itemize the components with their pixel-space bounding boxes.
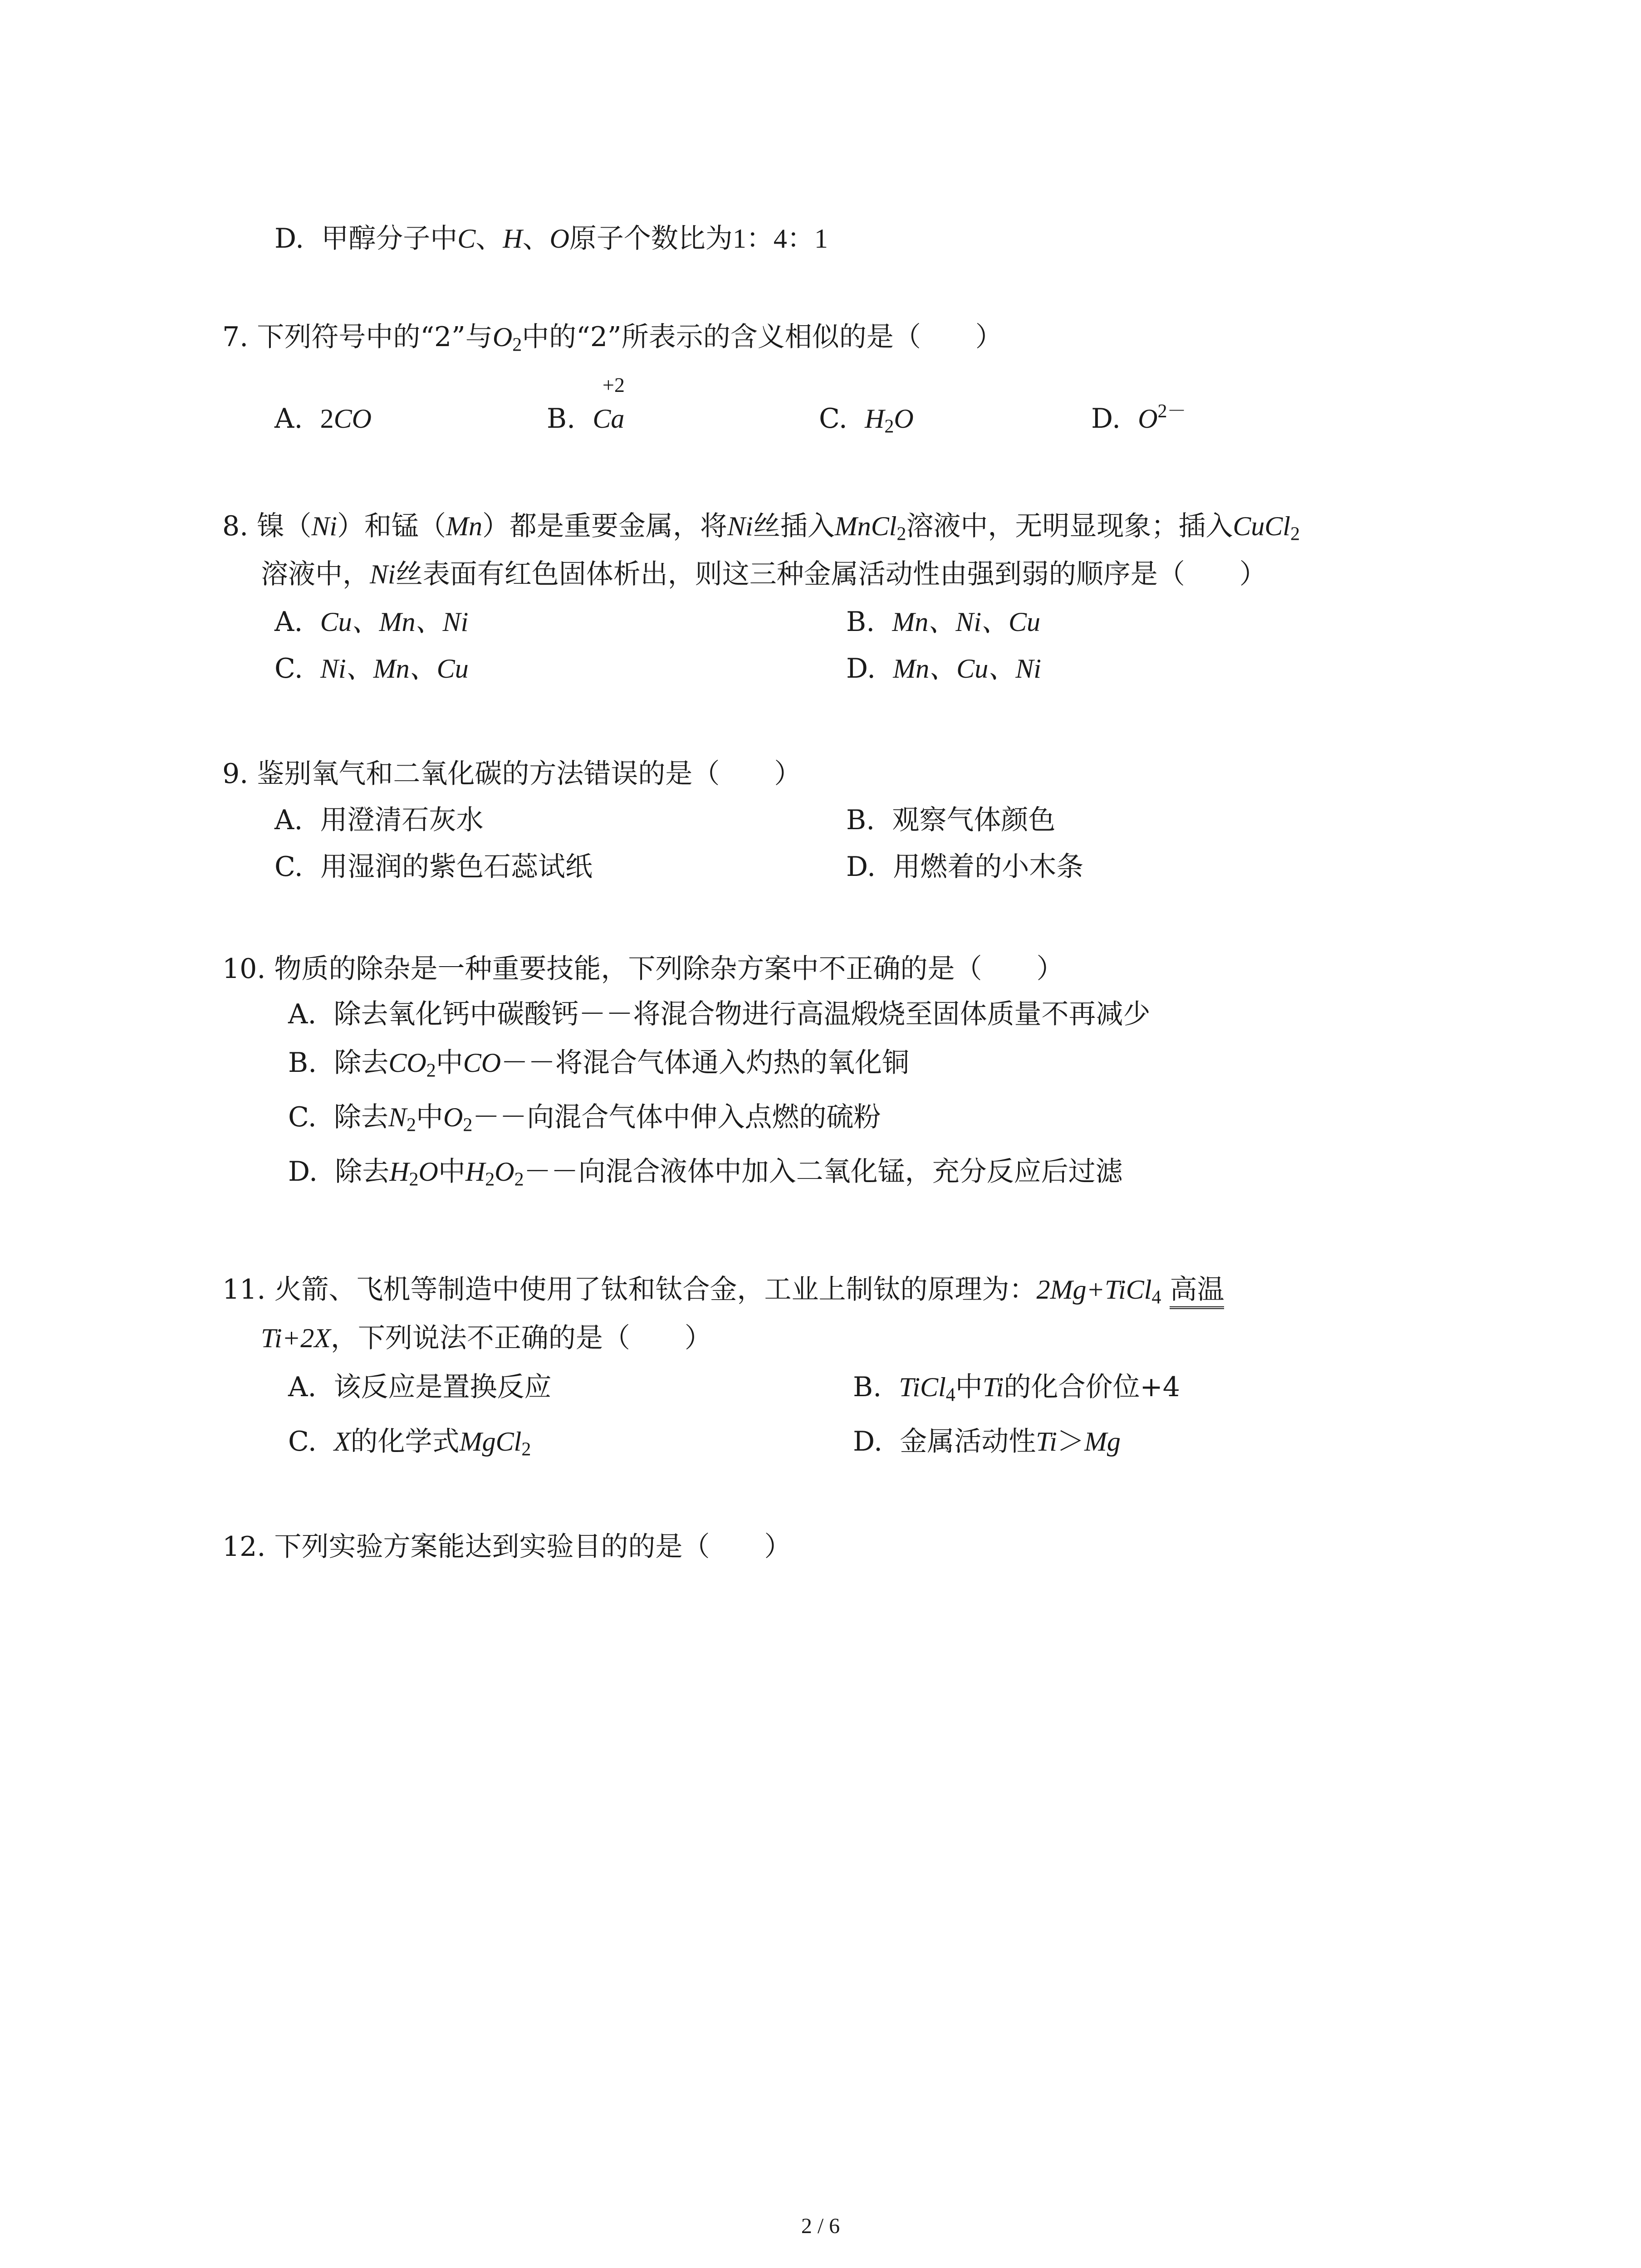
text: 8. 镍（ bbox=[222, 510, 312, 542]
text: 的化合价位+4 bbox=[1004, 1371, 1180, 1403]
subscript: 4 bbox=[1151, 1287, 1161, 1308]
option-text: Ni、Mn、Cu bbox=[320, 654, 469, 684]
option-text: 除去氧化钙中碳酸钙－－将混合物进行高温煅烧至固体质量不再减少 bbox=[333, 998, 1151, 1030]
option-text: Mn、Ni、Cu bbox=[892, 607, 1041, 637]
text: 、 bbox=[475, 223, 503, 254]
formula: H bbox=[465, 1157, 485, 1187]
option-text: Mn、Cu、Ni bbox=[893, 654, 1041, 684]
formula: CuCl bbox=[1233, 511, 1291, 541]
q7-option-b bbox=[547, 401, 624, 436]
q10-option-a bbox=[288, 997, 1151, 1031]
formula: C bbox=[457, 224, 476, 254]
q9-option-a bbox=[274, 803, 484, 837]
text: ）和锰（ bbox=[337, 510, 446, 542]
option-label: B. bbox=[846, 606, 875, 638]
option-label: D. bbox=[846, 851, 876, 883]
formula: Ca bbox=[593, 404, 625, 434]
ratio: 1：4：1 bbox=[732, 224, 828, 254]
subscript: 2 bbox=[512, 334, 522, 356]
q8-stem-line2 bbox=[261, 557, 1267, 591]
formula: Ni bbox=[370, 559, 396, 589]
text: －－向混合液体中加入二氧化锰，充分反应后过滤 bbox=[524, 1156, 1123, 1188]
subscript: 2 bbox=[1290, 523, 1300, 545]
q6-option-d bbox=[274, 221, 828, 256]
option-text: 用燃着的小木条 bbox=[893, 851, 1084, 883]
formula: Mg bbox=[1084, 1427, 1121, 1457]
subscript: 2 bbox=[514, 1169, 524, 1190]
option-label: A. bbox=[288, 1371, 317, 1403]
formula: Ti bbox=[982, 1372, 1004, 1402]
option-label: C. bbox=[288, 1101, 317, 1133]
text: 丝表面有红色固体析出，则这三种金属活动性由强到弱的顺序是（ ） bbox=[395, 558, 1267, 590]
q9-option-d bbox=[846, 850, 1083, 884]
option-label: D. bbox=[853, 1426, 883, 1457]
formula: H bbox=[865, 404, 885, 434]
formula: O bbox=[443, 1102, 463, 1132]
subscript: 2 bbox=[485, 1169, 495, 1190]
subscript: 2 bbox=[407, 1114, 416, 1136]
formula: MnCl bbox=[834, 511, 897, 541]
q11-stem-line2 bbox=[261, 1321, 712, 1355]
equation: Ti+2X bbox=[261, 1323, 331, 1353]
formula: CO bbox=[463, 1048, 501, 1078]
option-label: C. bbox=[288, 1426, 317, 1457]
subscript: 2 bbox=[884, 416, 894, 437]
formula: Ni bbox=[311, 511, 338, 541]
text: 溶液中， bbox=[261, 558, 370, 590]
q11-option-c bbox=[288, 1424, 531, 1459]
subscript: 2 bbox=[426, 1060, 436, 1081]
formula: O bbox=[1138, 404, 1158, 434]
option-text: 用澄清石灰水 bbox=[320, 804, 484, 836]
q10-option-d bbox=[288, 1154, 1123, 1189]
q7-option-d bbox=[1091, 401, 1186, 436]
formula: O bbox=[495, 1157, 514, 1187]
equation: 2Mg+TiCl bbox=[1036, 1275, 1152, 1305]
option-label: B. bbox=[846, 804, 875, 836]
reaction-condition: 高温 bbox=[1170, 1274, 1224, 1309]
q7-option-a bbox=[274, 401, 372, 436]
q7-stem bbox=[222, 320, 1003, 354]
text: 甲醇分子中 bbox=[321, 223, 458, 254]
option-label: B. bbox=[288, 1047, 317, 1079]
superscript: 2－ bbox=[1157, 401, 1186, 422]
formula: O bbox=[418, 1157, 438, 1187]
subscript: 4 bbox=[945, 1384, 955, 1406]
text: ，下列说法不正确的是（ ） bbox=[330, 1322, 712, 1354]
option-text: 观察气体颜色 bbox=[892, 804, 1056, 836]
text: －－向混合气体中伸入点燃的硫粉 bbox=[472, 1101, 881, 1133]
text: 中 bbox=[438, 1156, 465, 1188]
text: －－将混合气体通入灼热的氧化铜 bbox=[501, 1047, 910, 1079]
q10-option-c bbox=[288, 1100, 881, 1134]
text: 金属活动性 bbox=[900, 1426, 1036, 1457]
text: 溶液中，无明显现象；插入 bbox=[906, 510, 1233, 542]
option-text: 该反应是置换反应 bbox=[333, 1371, 552, 1403]
text: 中 bbox=[955, 1371, 983, 1403]
formula: O bbox=[894, 404, 914, 434]
option-label: B. bbox=[853, 1371, 882, 1403]
option-label: D. bbox=[1091, 403, 1121, 435]
q8-option-a bbox=[274, 605, 468, 639]
subscript: 2 bbox=[463, 1114, 473, 1136]
text: 11. 火箭、飞机等制造中使用了钛和钛合金，工业上制钛的原理为： bbox=[222, 1274, 1037, 1305]
option-label: A. bbox=[274, 606, 303, 638]
formula: H bbox=[389, 1157, 409, 1187]
formula: O bbox=[549, 224, 569, 254]
page-number: 2 / 6 bbox=[801, 2214, 840, 2238]
q11-option-a bbox=[288, 1370, 552, 1404]
option-label: D. bbox=[846, 653, 876, 684]
option-label: B. bbox=[547, 403, 576, 435]
q9-stem: 9. 鉴别氧气和二氧化碳的方法错误的是（ ） bbox=[222, 758, 802, 790]
q8-option-d bbox=[846, 651, 1041, 686]
q12-stem: 12. 下列实验方案能达到实验目的的是（ ） bbox=[222, 1531, 792, 1563]
formula: X bbox=[334, 1427, 351, 1457]
option-label: A. bbox=[274, 403, 303, 435]
formula: CO bbox=[333, 404, 372, 434]
option-label: C. bbox=[274, 851, 303, 883]
q11-stem-line1 bbox=[222, 1272, 1224, 1307]
text: 除去 bbox=[334, 1047, 389, 1079]
text: 除去 bbox=[334, 1101, 388, 1133]
option-label: A. bbox=[274, 804, 303, 836]
formula: CO bbox=[388, 1048, 426, 1078]
text: 中 bbox=[436, 1047, 463, 1079]
option-text: 用湿润的紫色石蕊试纸 bbox=[320, 851, 593, 883]
q8-option-c bbox=[274, 651, 469, 686]
q10-stem: 10. 物质的除杂是一种重要技能，下列除杂方案中不正确的是（ ） bbox=[222, 953, 1064, 985]
formula: TiCl bbox=[899, 1372, 946, 1402]
text: 丝插入 bbox=[753, 510, 835, 542]
formula: O bbox=[492, 322, 513, 352]
subscript: 2 bbox=[896, 523, 906, 545]
text: 7. 下列符号中的“2”与 bbox=[222, 321, 493, 353]
text: 中 bbox=[416, 1101, 444, 1133]
formula: H bbox=[503, 224, 523, 254]
q9-option-b bbox=[846, 803, 1055, 837]
text: 、 bbox=[522, 223, 550, 254]
q11-option-d bbox=[853, 1424, 1121, 1459]
formula: MgCl bbox=[459, 1427, 522, 1457]
option-label: C. bbox=[819, 403, 847, 435]
formula: N bbox=[388, 1102, 407, 1132]
option-text: Cu、Mn、Ni bbox=[320, 607, 469, 637]
q10-option-b bbox=[288, 1046, 909, 1080]
subscript: 2 bbox=[521, 1439, 531, 1460]
q8-stem-line1 bbox=[222, 509, 1300, 543]
option-label: C. bbox=[274, 653, 303, 684]
text: 中的“2”所表示的含义相似的是（ ） bbox=[522, 321, 1003, 353]
formula: Ni bbox=[727, 511, 753, 541]
option-label: D. bbox=[288, 1156, 318, 1188]
text: ＞ bbox=[1057, 1426, 1084, 1457]
formula: Mn bbox=[446, 511, 483, 541]
q9-option-c bbox=[274, 850, 593, 884]
text: 的化学式 bbox=[350, 1426, 460, 1457]
option-label: A. bbox=[288, 998, 317, 1030]
option-label: D. bbox=[274, 223, 304, 254]
formula: Ti bbox=[1036, 1427, 1057, 1457]
coefficient: 2 bbox=[320, 404, 334, 434]
subscript: 2 bbox=[409, 1169, 419, 1190]
text: 原子个数比为 bbox=[569, 223, 733, 254]
q8-option-b bbox=[846, 605, 1040, 639]
q7-option-c bbox=[819, 401, 914, 436]
q11-option-b bbox=[853, 1370, 1180, 1404]
q7-option-b-valence: +2 bbox=[603, 373, 625, 396]
text: 除去 bbox=[335, 1156, 390, 1188]
text: ）都是重要金属，将 bbox=[482, 510, 728, 542]
